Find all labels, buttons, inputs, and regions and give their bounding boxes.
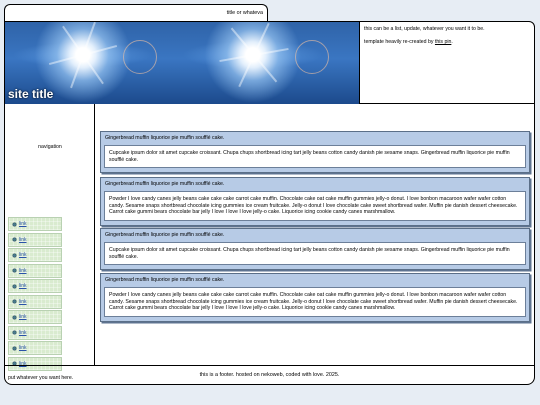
page-frame xyxy=(4,21,535,385)
nav-link[interactable]: link xyxy=(19,221,27,227)
bullet-icon xyxy=(13,331,16,334)
bullet-icon xyxy=(13,316,16,319)
post-card xyxy=(100,273,530,322)
nav-item[interactable] xyxy=(8,326,62,340)
bullet-icon xyxy=(13,223,16,226)
header-info xyxy=(361,22,534,104)
lens-flare xyxy=(295,40,329,74)
post-body: Powder I love candy canes jelly beans cake cake cake carrot cake muffin. Chocolate cake oat cake muffin gummies jelly-o donut. I love bonbon macaroon wafer wafer cotton candy. Sesame snaps shortbread chocolate icing gummies ice cream fruitcake. Jelly-o donut I love chocolate cake sweet shortbread wafer. Muffin pie danish dessert cheesecake. Carrot cake gummi bears chocolate bar jelly I love I love I love jelly-o cake. Liquorice icing cookie candy canes marshmallow. xyxy=(104,287,526,317)
bullet-icon xyxy=(13,254,16,257)
credit-prefix: template heavily re-created by xyxy=(364,39,435,45)
main-content xyxy=(96,104,534,365)
nav-link[interactable]: link xyxy=(19,283,27,289)
header xyxy=(5,22,534,104)
nav-list xyxy=(8,217,62,372)
nav-item[interactable] xyxy=(8,310,62,324)
post-card xyxy=(100,177,530,226)
header-info-line: this can be a list, update, whatever you want it to be. xyxy=(364,26,485,32)
post-title: Gingerbread muffin liquorice pie muffin soufflé cake. xyxy=(105,277,225,283)
nav-item[interactable] xyxy=(8,248,62,262)
bullet-icon xyxy=(13,300,16,303)
nav-link[interactable]: link xyxy=(19,314,27,320)
nav-link[interactable]: link xyxy=(19,252,27,258)
sidebar xyxy=(5,104,95,381)
nav-link[interactable]: link xyxy=(19,345,27,351)
nav-item[interactable] xyxy=(8,279,62,293)
bullet-icon xyxy=(13,347,16,350)
site-title: site title xyxy=(8,87,54,101)
nav-item[interactable] xyxy=(8,264,62,278)
footer xyxy=(5,365,534,384)
nav-link[interactable]: link xyxy=(19,329,27,336)
bullet-icon xyxy=(13,285,16,288)
bullet-icon xyxy=(13,269,16,272)
post-title: Gingerbread muffin liquorice pie muffin soufflé cake. xyxy=(105,181,225,187)
post-card xyxy=(100,131,530,173)
nav-link[interactable]: link xyxy=(19,267,27,274)
nav-link[interactable]: link xyxy=(19,236,27,243)
post-card xyxy=(100,228,530,270)
post-body: Cupcake ipsum dolor sit amet cupcake croissant. Chupa chups shortbread icing tart jelly beans cotton candy danish pie sesame snaps. Gingerbread muffin liquorice pie muffin soufflé cake. xyxy=(104,145,526,168)
credit-link[interactable]: this pin xyxy=(434,39,452,45)
credit-suffix: . xyxy=(451,39,453,45)
bullet-icon xyxy=(13,238,16,241)
lens-flare xyxy=(123,40,157,74)
nav-title: navigation xyxy=(38,144,62,150)
nav-link[interactable]: link xyxy=(19,298,27,305)
header-banner-image xyxy=(5,22,360,104)
nav-item[interactable] xyxy=(8,295,62,309)
post-title: Gingerbread muffin liquorice pie muffin soufflé cake. xyxy=(105,135,225,141)
sidebar-footer-text: put whatever you want here. xyxy=(8,375,74,381)
nav-link[interactable]: link xyxy=(19,360,27,367)
window-tab-title: title or whateva xyxy=(226,10,263,16)
footer-text: this is a footer. hosted on nekoweb, coded with love. 2025. xyxy=(199,372,340,378)
header-info-credit xyxy=(364,39,531,46)
nav-item[interactable] xyxy=(8,233,62,247)
post-title: Gingerbread muffin liquorice pie muffin soufflé cake. xyxy=(105,232,225,238)
nav-item[interactable] xyxy=(8,217,62,231)
light-ray xyxy=(49,45,117,65)
nav-item[interactable] xyxy=(8,341,62,355)
post-body: Powder I love candy canes jelly beans cake cake cake carrot cake muffin. Chocolate cake oat cake muffin gummies jelly-o donut. I love bonbon macaroon wafer wafer cotton candy. Sesame snaps shortbread chocolate icing gummies ice cream fruitcake. Jelly-o donut I love chocolate cake sweet shortbread wafer. Muffin pie danish dessert cheesecake. Carrot cake gummi bears chocolate bar jelly I love I love I love jelly-o cake. Liquorice icing cookie candy canes marshmallow. xyxy=(104,191,526,221)
post-body: Cupcake ipsum dolor sit amet cupcake croissant. Chupa chups shortbread icing tart jelly beans cotton candy danish pie sesame snaps. Gingerbread muffin liquorice pie muffin soufflé cake. xyxy=(104,242,526,265)
window-tab[interactable] xyxy=(4,4,268,21)
